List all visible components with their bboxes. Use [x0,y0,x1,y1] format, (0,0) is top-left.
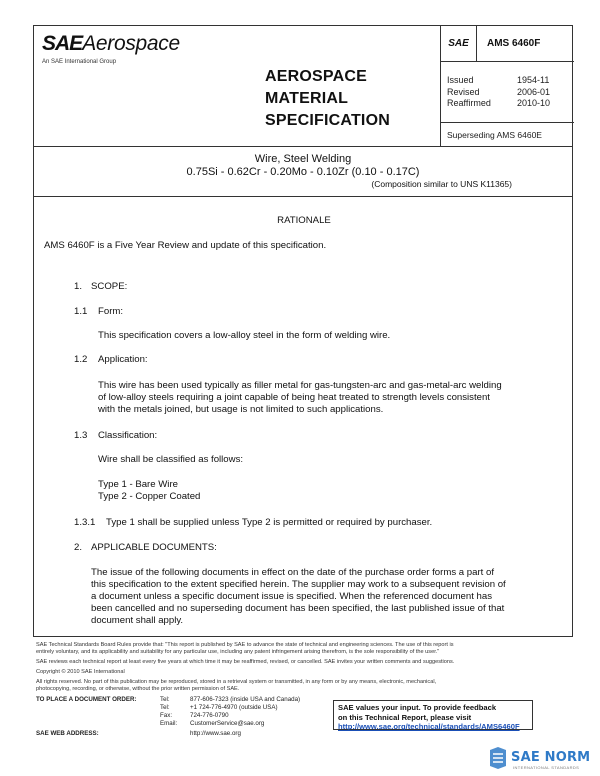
section-2-line-4: been cancelled and no superseding document has been specified, the last published issue of that [91,603,505,614]
web-link[interactable]: http://www.sae.org [190,730,241,737]
fax-number: 724-776-0790 [190,712,229,719]
section-1-3-text: Wire shall be classified as follows: [98,454,244,465]
web-label: SAE WEB ADDRESS: [36,730,99,737]
watermark-text: SAE NORM [511,750,591,765]
section-1-2-line-2: of low-alloy steels requiring a joint capable of being heat treated to strength levels consistent [98,392,490,403]
feedback-link[interactable]: http://www.sae.org/technical/standards/AMS6460F [338,722,520,732]
order-label: TO PLACE A DOCUMENT ORDER: [36,696,137,703]
title-cell [229,26,439,147]
sae-norm-logo-icon [487,746,509,770]
material-title: Wire, Steel Welding [254,153,352,165]
composition-similar-note: (Composition similar to UNS K11365) [371,179,512,189]
date-list [447,75,550,110]
rights-line-2: photocopying, recording, or otherwise, without the prior written permission of SAE. [36,686,240,692]
email-label: Email: [160,720,178,727]
logo-subtitle: An SAE International Group [42,59,117,65]
section-1-3-1-text: Type 1 shall be supplied unless Type 2 is permitted or required by purchaser. [106,517,433,528]
copyright: Copyright © 2010 SAE International [36,669,125,675]
sae-mark-icon: SAE [441,26,477,62]
sae-norm-watermark [487,746,591,772]
section-2-line-2: this specification to the extent specified herein. The supplier may work to a subsequent revision of [91,579,506,590]
watermark-subtext: INTERNATIONAL STANDARDS [513,765,580,770]
section-1-2-line-1: This wire has been used typically as filler metal for gas-tungsten-arc and gas-metal-arc welding [98,380,502,391]
issued-label: Issued [447,75,474,85]
section-1-1-number: 1.1 [74,306,88,317]
fax-label: Fax: [160,712,173,719]
email-link[interactable]: CustomerService@sae.org [190,720,265,727]
title-line-3: SPECIFICATION [265,112,390,129]
rationale-text: AMS 6460F is a Five Year Review and update of this specification. [44,240,327,251]
section-1-3-number: 1.3 [74,430,88,441]
section-2-line-1: The issue of the following documents in effect on the date of the purchase order forms a part of [91,567,494,578]
section-1-2-title: Application: [98,354,148,365]
material-title-block [33,147,573,197]
spec-type-title [265,66,390,132]
revised-value: 2006-01 [517,86,551,97]
reaffirmed-value: 2010-10 [517,98,551,108]
logo-sae-text: SAE [42,32,83,55]
section-1-2-line-3: with the metals joined, but usage is not limited to such applications. [98,404,384,415]
section-1-number: 1. [74,281,83,292]
section-1-3-title: Classification: [98,430,158,441]
rationale-heading: RATIONALE [277,215,331,226]
ams-number-row [441,26,574,62]
spec-body [33,197,573,637]
superseding-note: Superseding AMS 6460E [441,122,574,147]
section-2-line-3: a document unless a specific document issue is specified. When the referenced document has [91,591,493,602]
section-2-number: 2. [74,542,83,553]
section-1-2-number: 1.2 [74,354,88,365]
type-2-item: Type 2 - Copper Coated [98,491,201,502]
section-1-1-text: This specification covers a low-alloy steel in the form of welding wire. [98,330,391,341]
reaffirmed-label: Reaffirmed [447,98,491,108]
tel-outside-usa[interactable]: +1 724-776-4970 (outside USA) [190,704,278,711]
title-line-2: MATERIAL [265,90,349,107]
section-1-3-1-number: 1.3.1 [74,517,96,528]
legal-line-2: entirely voluntary, and its applicability and suitability for any particular use, including any patent infringement arising therefrom, is the sole responsibility of the user." [36,649,440,655]
section-2-title: APPLICABLE DOCUMENTS: [91,542,217,553]
spec-info-cell [440,26,573,147]
ams-code: AMS 6460F [487,38,541,49]
material-composition: 0.75Si - 0.62Cr - 0.20Mo - 0.10Zr (0.10 - 0.17C) [186,166,420,178]
tel-inside-usa[interactable]: 877-606-7323 (inside USA and Canada) [190,696,301,703]
feedback-line-2: on this Technical Report, please visit [338,712,472,722]
type-1-item: Type 1 - Bare Wire [98,479,178,490]
section-1-title: SCOPE: [91,281,128,292]
sae-aerospace-logo [42,32,180,56]
issued-value: 1954-11 [517,75,550,85]
section-1-1-title: Form: [98,306,124,317]
feedback-line-1: SAE values your input. To provide feedback [338,703,497,712]
revised-label: Revised [447,86,480,97]
legal-line-3: SAE reviews each technical report at least every five years at which time it may be reaffirmed, revised, or cancelled. SAE invites your written comments and suggestions. [36,659,455,665]
feedback-box [333,700,533,730]
title-line-1: AEROSPACE [265,68,367,85]
logo-cell [34,26,229,147]
spec-header [33,25,573,147]
legal-line-1: SAE Technical Standards Board Rules provide that: "This report is published by SAE to advance the state of technical and engineering sciences. The use of this report is [36,642,454,648]
section-2-line-5: document shall apply. [91,615,184,626]
rights-line-1: All rights reserved. No part of this publication may be reproduced, stored in a retrieval system or transmitted, in any form or by any means, electronic, mechanical, [36,679,437,685]
tel-2-label: Tel: [160,704,170,711]
tel-label: Tel: [160,696,170,703]
logo-aerospace-text: Aerospace [82,32,180,55]
